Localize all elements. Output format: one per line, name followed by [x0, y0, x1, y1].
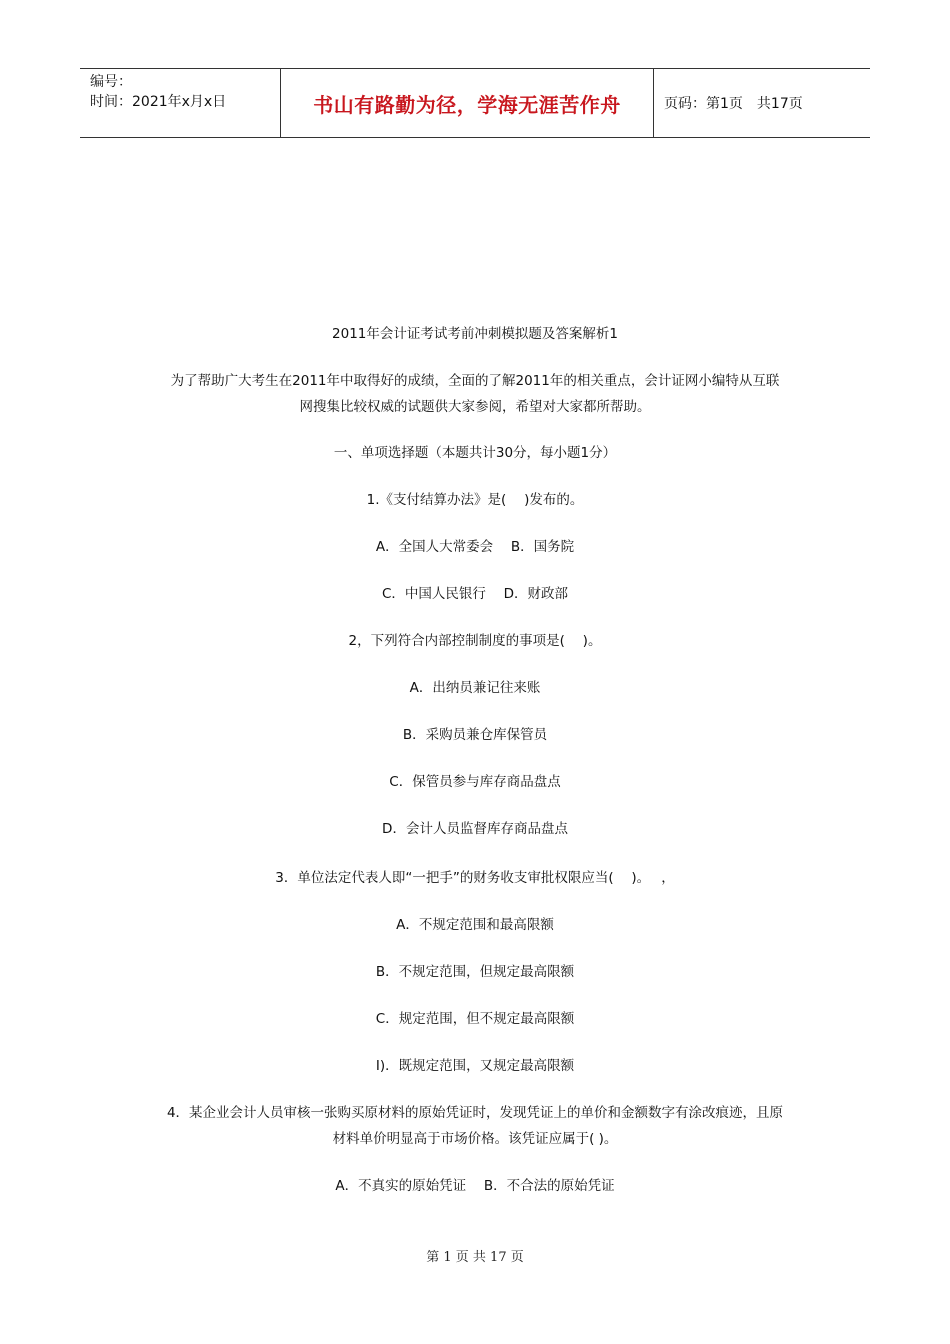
document-header [80, 68, 870, 138]
question-3: 3．单位法定代表人即“一把手”的财务收支审批权限应当( )。 ， [275, 870, 675, 886]
question-4-options-ab: A．不真实的原始凭证 B．不合法的原始凭证 [335, 1178, 615, 1194]
header-page-info: 页码：第1页 共17页 [664, 96, 803, 112]
question-1: 1.《支付结算办法》是( )发布的。 [366, 492, 584, 508]
question-2-option-d: D．会计人员监督库存商品盘点 [382, 821, 568, 837]
number-label: 编号： [90, 74, 132, 90]
intro-line-1: 为了帮助广大考生在2011年中取得好的成绩，全面的了解2011年的相关重点，会计证网小编特从互联 [170, 373, 780, 389]
intro-line-2: 网搜集比较权威的试题供大家参阅，希望对大家都所帮助。 [299, 399, 651, 415]
question-2-option-b: B．采购员兼仓库保管员 [402, 727, 548, 743]
question-3-option-b: B．不规定范围，但规定最高限额 [375, 964, 575, 980]
question-4-line-1: 4．某企业会计人员审核一张购买原材料的原始凭证时，发现凭证上的单价和金额数字有涂改痕迹，且原 [166, 1105, 784, 1121]
page-footer: 第 1 页 共 17 页 [426, 1250, 524, 1265]
question-4-line-2: 材料单价明显高于市场价格。该凭证应属于( )。 [332, 1131, 618, 1147]
header-meta-cell [80, 69, 281, 137]
question-1-options-ab: A．全国人大常委会 B．国务院 [375, 539, 575, 555]
question-2: 2，下列符合内部控制制度的事项是( )。 [348, 633, 602, 649]
question-2-option-a: A．出纳员兼记往来账 [409, 680, 541, 696]
time-label: 时间：2021年x月x日 [90, 94, 227, 110]
header-motto: 书山有路勤为径，学海无涯苦作舟 [281, 69, 654, 137]
question-3-option-c: C．规定范围，但不规定最高限额 [375, 1011, 575, 1027]
question-2-option-c: C．保管员参与库存商品盘点 [389, 774, 561, 790]
question-3-option-d: I)．既规定范围，又规定最高限额 [375, 1058, 575, 1074]
question-3-option-a: A．不规定范围和最高限额 [396, 917, 554, 933]
section-heading: 一、单项选择题（本题共计30分，每小题1分） [333, 445, 617, 461]
doc-title: 2011年会计证考试考前冲刺模拟题及答案解析1 [332, 326, 618, 342]
question-1-options-cd: C．中国人民银行 D．财政部 [381, 586, 569, 602]
